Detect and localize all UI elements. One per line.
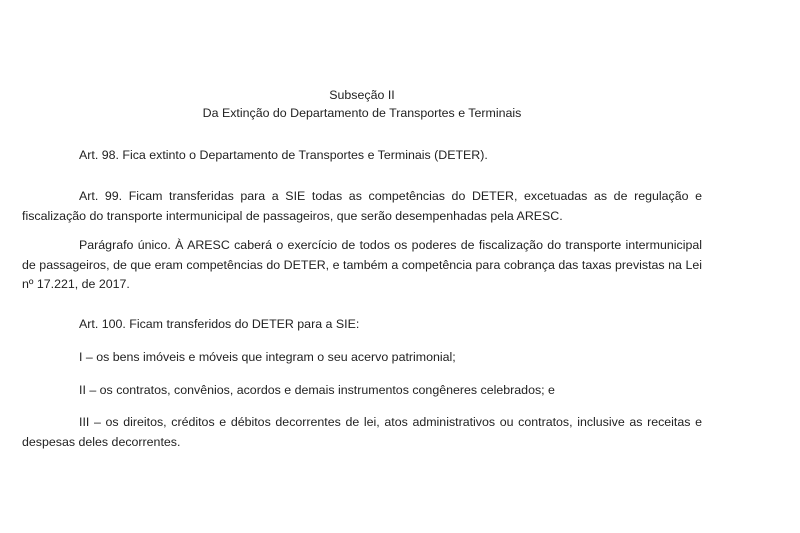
article-100: Art. 100. Ficam transferidos do DETER para a SIE: bbox=[79, 317, 360, 331]
article-98: Art. 98. Fica extinto o Departamento de Transportes e Terminais (DETER). bbox=[79, 148, 488, 162]
section-title: Da Extinção do Departamento de Transportes e Terminais bbox=[202, 106, 522, 120]
article-100-item-i: I – os bens imóveis e móveis que integram o seu acervo patrimonial; bbox=[79, 350, 456, 364]
article-100-item-iii: III – os direitos, créditos e débitos decorrentes de lei, atos administrativos ou contratos, inclusive as receitas e despesas deles decorrentes. bbox=[22, 415, 702, 449]
article-100-item-ii: II – os contratos, convênios, acordos e demais instrumentos congêneres celebrados; e bbox=[79, 383, 555, 397]
article-99: Art. 99. Ficam transferidas para a SIE todas as competências do DETER, excetuadas as de regulação e fiscalização do transporte intermunicipal de passageiros, que serão desempenhadas pela ARESC. bbox=[22, 189, 702, 223]
article-99-sole-paragraph: Parágrafo único. À ARESC caberá o exercício de todos os poderes de fiscalização do transporte intermunicipal de passageiros, de que eram competências do DETER, e também a competência para cobrança das taxas previstas na Lei nº 17.221, de 2017. bbox=[22, 238, 702, 291]
section-heading: Subseção II bbox=[329, 88, 395, 102]
